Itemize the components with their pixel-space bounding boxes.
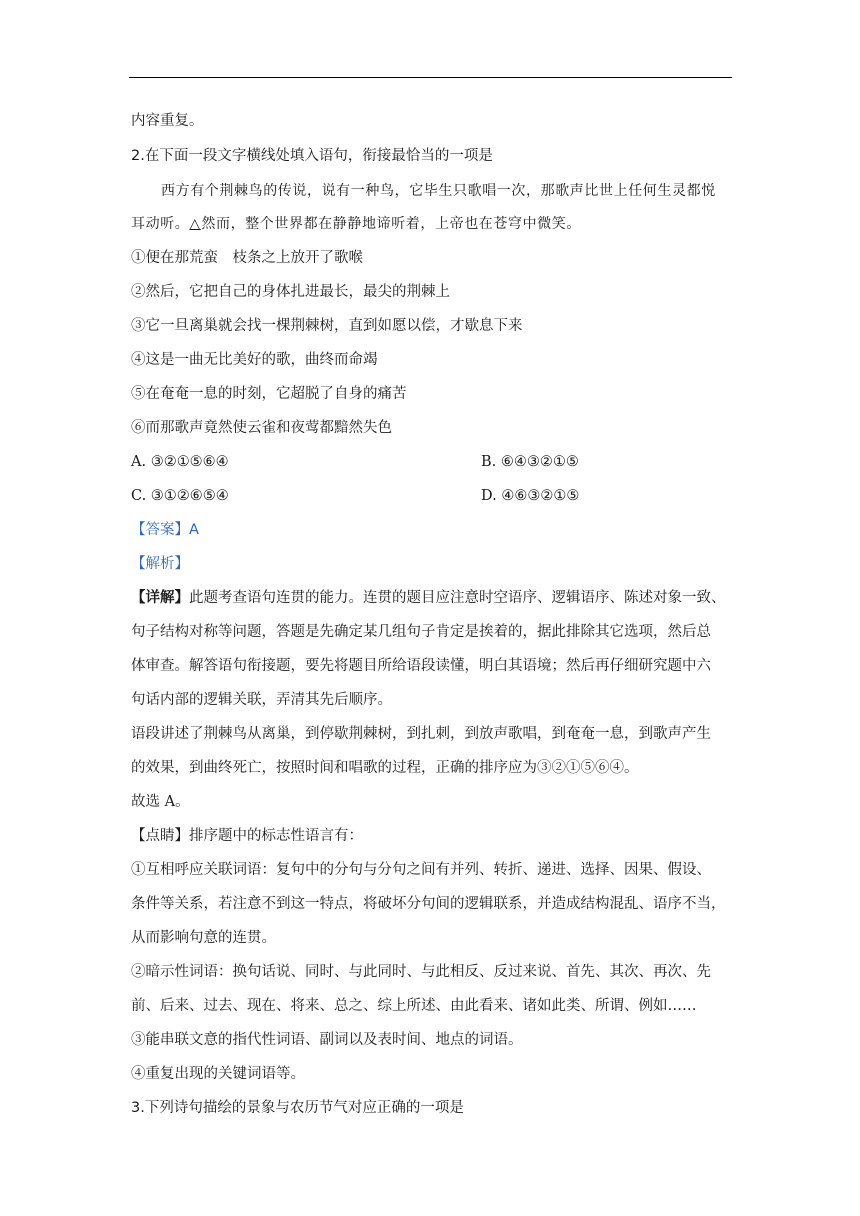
- tip-header: [131, 826, 363, 846]
- tip-line-5: 前、后来、过去、现在、将来、总之、综上所述、由此看来、诸如此类、所谓、例如……: [131, 998, 697, 1014]
- tip-line-3: 从而影响句意的连贯。: [131, 930, 276, 946]
- item-5: ⑤在奄奄一息的时刻，它超脱了自身的痛苦: [131, 386, 407, 402]
- question-3-stem: 3.下列诗句描绘的景象与农历节气对应正确的一项是: [131, 1100, 464, 1116]
- answer-line: [131, 520, 199, 540]
- item-3: ③它一旦离巢就会找一棵荆棘树，直到如愿以偿，才歇息下来: [131, 318, 523, 334]
- tip-line-6: ③能串联文意的指代性词语、副词以及表时间、地点的词语。: [131, 1032, 523, 1048]
- detail-line-2: 句子结构对称等问题，答题是先确定某几组句子肯定是挨着的，据此排除其它选项，然后总: [131, 624, 711, 640]
- item-4: ④这是一曲无比美好的歌，曲终而命竭: [131, 352, 378, 368]
- tip-intro: 排序题中的标志性语言有：: [189, 828, 363, 844]
- option-b: B. ⑥④③②①⑤: [481, 454, 579, 470]
- question-2-stem: 2.在下面一段文字横线处填入语句，衔接最恰当的一项是: [131, 148, 493, 164]
- tip-line-4: ②暗示性词语：换句话说、同时、与此同时、与此相反、反过来说、首先、其次、再次、先: [131, 964, 711, 980]
- answer-label: 【答案】: [131, 522, 189, 538]
- passage-line-2: [131, 214, 581, 234]
- passage-line-1: 西方有个荆棘鸟的传说，说有一种鸟，它毕生只歌唱一次，那歌声比世上任何生灵都悦: [161, 183, 716, 199]
- blank-marker: △: [189, 216, 201, 232]
- header-rule: [129, 77, 732, 78]
- detail-line-4: 句话内部的逻辑关联，弄清其先后顺序。: [131, 692, 392, 708]
- choose-line: 故选 A。: [131, 794, 190, 810]
- explain-line-2: 的效果，到曲终死亡，按照时间和唱歌的过程，正确的排序应为③②①⑤⑥④。: [131, 760, 639, 776]
- tip-line-1: ①互相呼应关联词语：复句中的分句与分句之间有并列、转折、递进、选择、因果、假设、: [131, 862, 711, 878]
- detail-line-3: 体审查。解答语句衔接题，要先将题目所给语段读懂，明白其语境；然后再仔细研究题中六: [131, 658, 711, 674]
- tip-line-7: ④重复出现的关键词语等。: [131, 1066, 305, 1082]
- passage-line-2-end: 然而，整个世界都在静静地谛听着，上帝也在苍穹中微笑。: [201, 216, 582, 232]
- tip-line-2: 条件等关系，若注意不到这一特点，将破坏分句间的逻辑联系，并造成结构混乱、语序不当，: [131, 896, 726, 912]
- item-6: ⑥而那歌声竟然使云雀和夜莺都黯然失色: [131, 420, 392, 436]
- detail-line-1: [131, 588, 726, 608]
- option-c: C. ③①②⑥⑤④: [131, 488, 229, 504]
- item-2: ②然后，它把自己的身体扎进最长，最尖的荆棘上: [131, 284, 450, 300]
- detail-text-1: 此题考查语句连贯的能力。连贯的题目应注意时空语序、逻辑语序、陈述对象一致、: [189, 590, 726, 606]
- analysis-label: 【解析】: [131, 556, 189, 572]
- detail-label: 【详解】: [131, 589, 189, 606]
- tip-label: 【点睛】: [131, 828, 189, 844]
- option-a: A. ③②①⑤⑥④: [131, 454, 229, 470]
- explain-line-1: 语段讲述了荆棘鸟从离巢，到停歇荆棘树，到扎刺，到放声歌唱，到奄奄一息，到歌声产生: [131, 726, 711, 742]
- answer-value: A: [189, 522, 199, 538]
- item-1: ①便在那荒蛮 枝条之上放开了歌喉: [131, 250, 363, 266]
- passage-line-2-start: 耳动听。: [131, 216, 190, 232]
- intro-tail-text: 内容重复。: [131, 113, 204, 129]
- option-d: D. ④⑥③②①⑤: [481, 488, 580, 504]
